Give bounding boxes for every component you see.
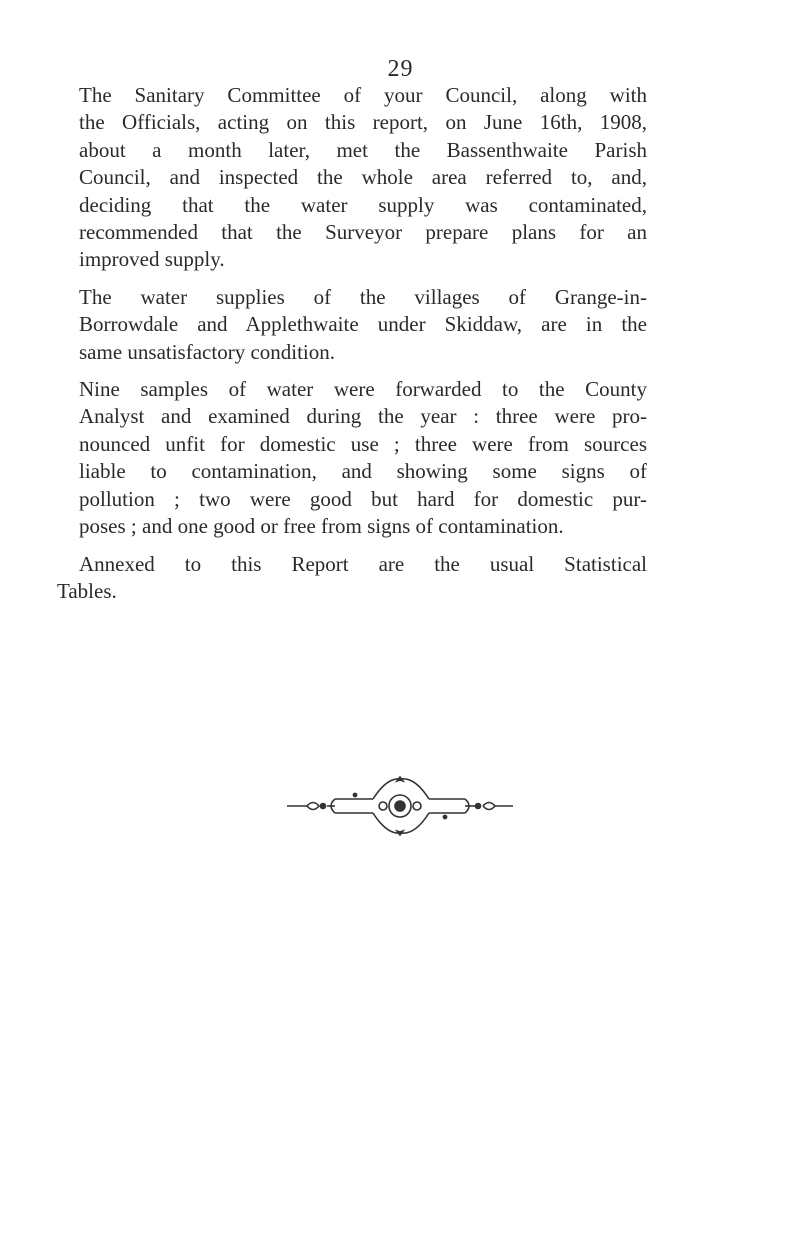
text-line: liable to contamination, and showing some signs of (79, 459, 647, 484)
body-text (57, 82, 647, 615)
text-line: Nine samples of water were forwarded to the County (79, 377, 647, 402)
text-line: nounced unfit for domestic use ; three were from sources (79, 431, 647, 456)
text-line: The water supplies of the villages of Grange-in- (79, 284, 647, 309)
paragraph-4 (57, 551, 647, 606)
text-line: The Sanitary Committee of your Council, along with (79, 83, 647, 107)
text-line: same unsatisfactory condition. (79, 339, 336, 364)
text-line: the Officials, acting on this report, on June 16th, 1908, (79, 110, 647, 135)
text-line: about a month later, met the Bassenthwaite Parish (79, 137, 647, 162)
text-line: Analyst and examined during the year : three were pro- (79, 404, 647, 429)
paragraph-1 (57, 82, 647, 274)
text-line: Council, and inspected the whole area referred to, and, (79, 165, 647, 190)
text-line: recommended that the Surveyor prepare plans for an (79, 220, 647, 245)
paragraph-3 (57, 376, 647, 540)
decorative-scroll-ornament-icon (285, 775, 515, 837)
text-line: Annexed to this Report are the usual Statistical (79, 551, 647, 576)
text-line: poses ; and one good or free from signs of contamination. (79, 514, 564, 539)
paragraph-2 (57, 284, 647, 366)
text-line: improved supply. (79, 247, 225, 272)
text-line: Tables. (57, 578, 117, 603)
text-line: Borrowdale and Applethwaite under Skiddaw, are in the (79, 312, 647, 337)
text-line: pollution ; two were good but hard for domestic pur- (79, 486, 647, 511)
text-line: deciding that the water supply was contaminated, (79, 192, 647, 217)
page-number: 29 (387, 56, 414, 82)
